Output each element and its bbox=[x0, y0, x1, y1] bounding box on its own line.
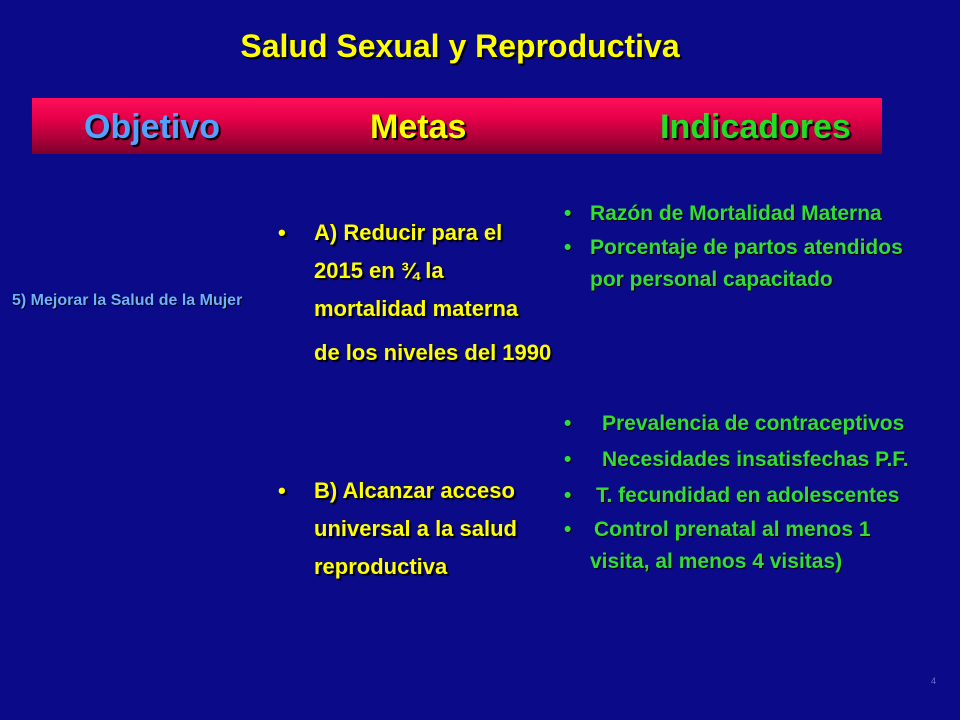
meta-b-line: reproductiva bbox=[314, 554, 448, 579]
meta-a-line: mortalidad materna bbox=[314, 296, 519, 321]
indicator-text: Porcentaje de partos atendidos bbox=[590, 236, 903, 259]
bullet-icon: • bbox=[564, 484, 572, 507]
header-objetivo: Objetivo bbox=[84, 108, 221, 146]
column-header-bar bbox=[32, 98, 882, 154]
bullet-icon: • bbox=[564, 202, 572, 225]
bullet-icon: • bbox=[564, 236, 572, 259]
meta-b-line: B) Alcanzar acceso bbox=[314, 478, 515, 503]
header-metas: Metas bbox=[370, 108, 467, 146]
indicator-text: Necesidades insatisfechas P.F. bbox=[602, 448, 909, 471]
indicator-text: Control prenatal al menos 1 bbox=[594, 518, 871, 541]
bullet-icon: • bbox=[564, 518, 572, 541]
meta-a-line: A) Reducir para el bbox=[314, 220, 503, 245]
indicator-text: T. fecundidad en adolescentes bbox=[596, 484, 900, 507]
bullet-icon: • bbox=[564, 412, 572, 435]
indicator-text-continuation: por personal capacitado bbox=[590, 268, 833, 291]
indicator-text: Prevalencia de contraceptivos bbox=[602, 412, 905, 435]
bullet-icon: • bbox=[278, 220, 286, 245]
page-number: 4 bbox=[930, 676, 936, 686]
bullet-icon: • bbox=[564, 448, 572, 471]
indicator-text: Razón de Mortalidad Materna bbox=[590, 202, 882, 225]
meta-a-line: de los niveles del 1990 bbox=[314, 340, 552, 365]
meta-b-line: universal a la salud bbox=[314, 516, 517, 541]
slide-title: Salud Sexual y Reproductiva bbox=[240, 28, 680, 64]
bullet-icon: • bbox=[278, 478, 286, 503]
header-indicadores: Indicadores bbox=[660, 108, 851, 146]
indicator-text-continuation: visita, al menos 4 visitas) bbox=[590, 550, 843, 573]
meta-a-line: 2015 en ¾ la bbox=[314, 258, 444, 283]
objective-label: 5) Mejorar la Salud de la Mujer bbox=[12, 292, 243, 309]
